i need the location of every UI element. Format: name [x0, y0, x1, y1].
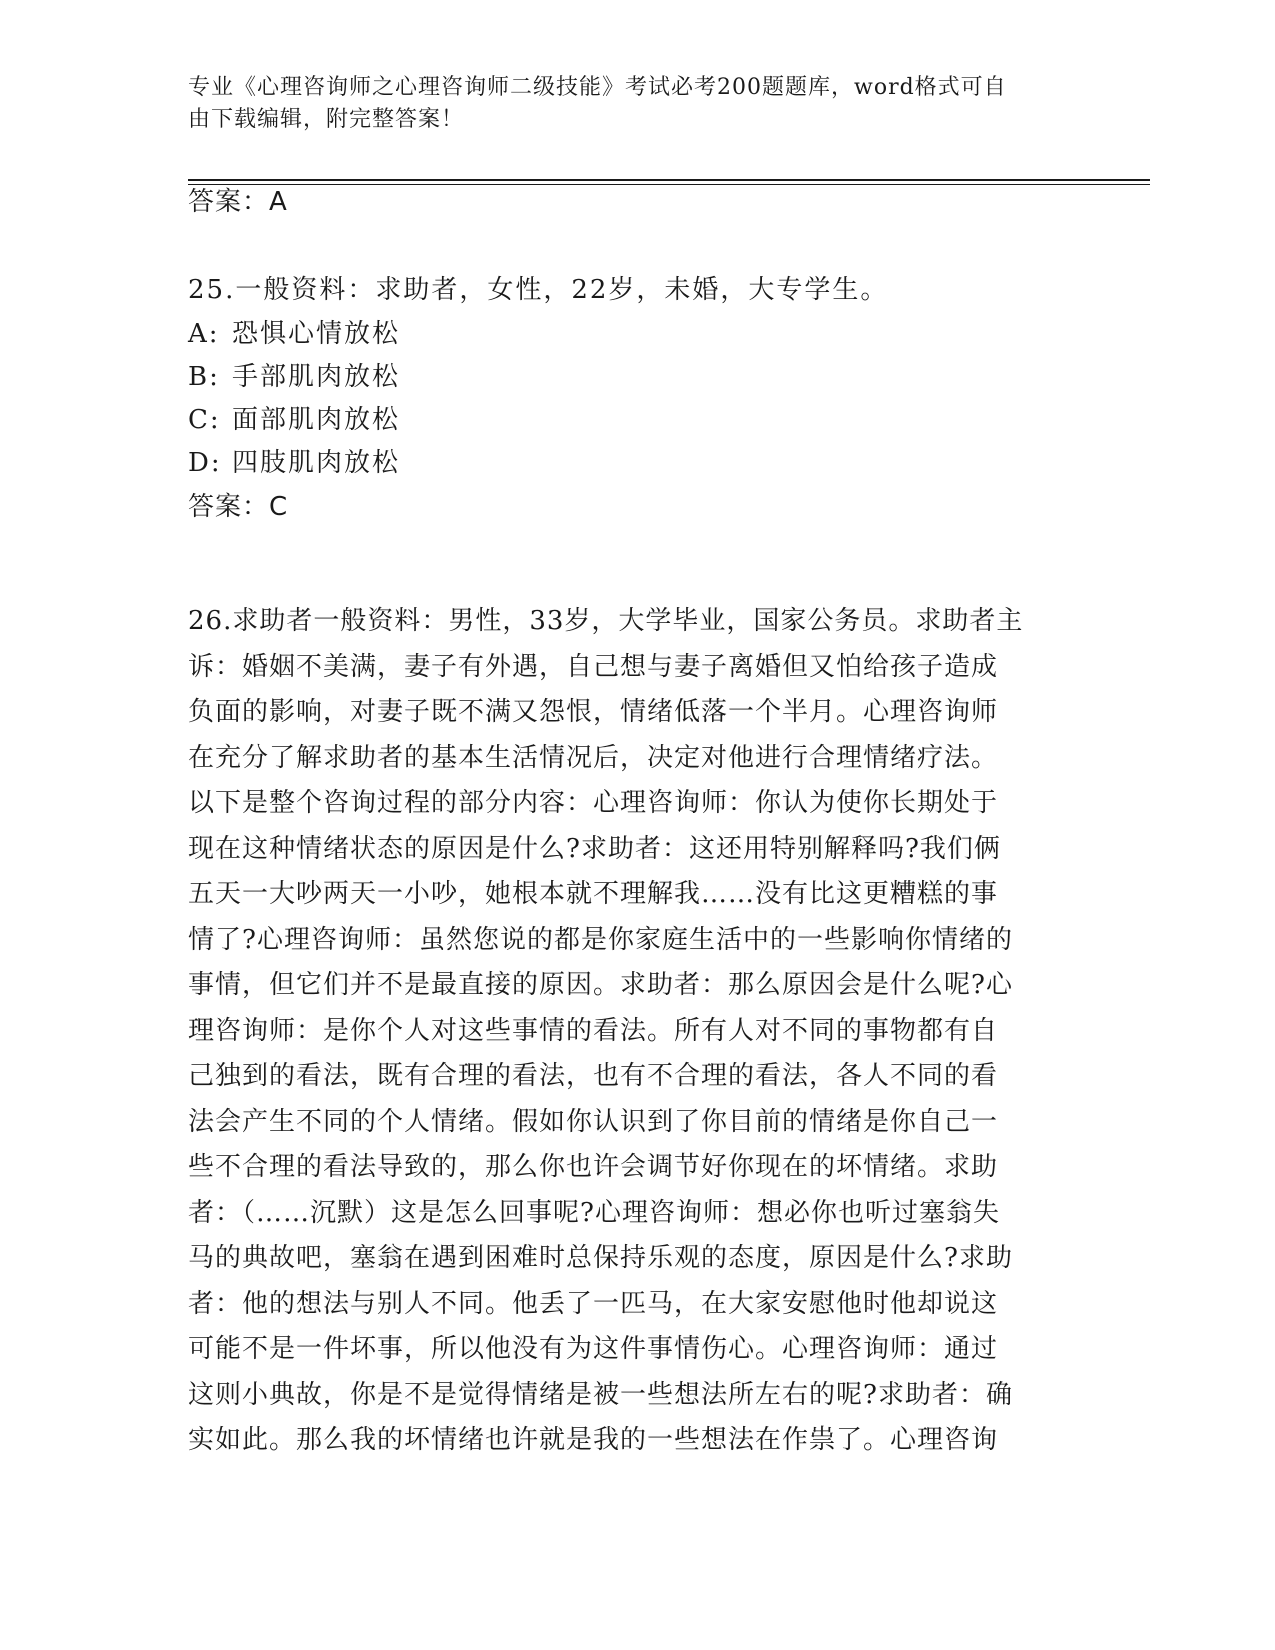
- text-line: 者：（……沉默）这是怎么回事呢?心理咨询师：想必你也听过塞翁失: [188, 1197, 1000, 1228]
- text-line: 事情，但它们并不是最直接的原因。求助者：那么原因会是什么呢?心: [188, 970, 1013, 1000]
- header-line-1: 专业《心理咨询师之心理咨询师二级技能》考试必考200题题库，word格式可自: [188, 75, 1007, 100]
- text-line: 些不合理的看法导致的，那么你也许会调节好你现在的坏情绪。求助: [188, 1152, 999, 1182]
- question-25-option-a: [188, 316, 400, 352]
- document-header: [188, 72, 1088, 136]
- text-line: 在充分了解求助者的基本生活情况后，决定对他进行合理情绪疗法。: [188, 742, 999, 773]
- text-line: 这则小典故，你是不是觉得情绪是被一些想法所左右的呢?求助者：确: [188, 1379, 1013, 1410]
- option-text: 面部肌肉放松: [232, 405, 401, 435]
- text-line: 马的典故吧，塞翁在遇到困难时总保持乐观的态度，原因是什么?求助: [188, 1243, 1013, 1273]
- option-key: C:: [188, 405, 221, 435]
- text-line: 26.求助者一般资料：男性，33岁，大学毕业，国家公务员。求助者主: [188, 606, 1024, 636]
- question-25-stem: 25.一般资料：求助者，女性，22岁，未婚，大专学生。: [188, 275, 889, 305]
- question-25-option-b: [188, 359, 400, 395]
- text-line: 可能不是一件坏事，所以他没有为这件事情伤心。心理咨询师：通过: [188, 1334, 999, 1364]
- text-line: 己独到的看法，既有合理的看法，也有不合理的看法，各人不同的看: [188, 1061, 999, 1091]
- text-line: 五天一大吵两天一小吵，她根本就不理解我……没有比这更糟糕的事: [188, 879, 999, 909]
- text-line: 者：他的想法与别人不同。他丢了一匹马，在大家安慰他时他却说这: [188, 1288, 999, 1319]
- option-text: 四肢肌肉放松: [232, 448, 401, 478]
- text-line: 理咨询师：是你个人对这些事情的看法。所有人对不同的事物都有自: [188, 1015, 999, 1046]
- header-line-2: 由下载编辑，附完整答案！: [188, 107, 465, 132]
- question-25-answer: 答案：C: [188, 492, 289, 522]
- answer-previous-question: 答案：A: [188, 187, 288, 217]
- option-text: 手部肌肉放松: [232, 362, 401, 392]
- text-line: 情了?心理咨询师：虽然您说的都是你家庭生活中的一些影响你情绪的: [188, 924, 1013, 955]
- question-26-body: [188, 599, 1088, 1464]
- option-text: 恐惧心情放松: [232, 319, 401, 349]
- text-line: 负面的影响，对妻子既不满又怨恨，情绪低落一个半月。心理咨询师: [188, 697, 999, 727]
- header-divider-thin: [188, 184, 1150, 185]
- text-line: 诉：婚姻不美满，妻子有外遇，自己想与妻子离婚但又怕给孩子造成: [188, 651, 999, 682]
- option-key: A:: [188, 319, 220, 349]
- text-line: 实如此。那么我的坏情绪也许就是我的一些想法在作祟了。心理咨询: [188, 1425, 999, 1455]
- option-key: B:: [188, 362, 220, 392]
- question-25-option-c: [188, 402, 400, 438]
- option-key: D:: [188, 448, 222, 478]
- text-line: 法会产生不同的个人情绪。假如你认识到了你目前的情绪是你自己一: [188, 1106, 999, 1137]
- header-divider-thick: [188, 179, 1150, 181]
- text-line: 现在这种情绪状态的原因是什么?求助者：这还用特别解释吗?我们俩: [188, 833, 1001, 864]
- text-line: 以下是整个咨询过程的部分内容：心理咨询师：你认为使你长期处于: [188, 788, 999, 818]
- question-25-option-d: [188, 445, 400, 481]
